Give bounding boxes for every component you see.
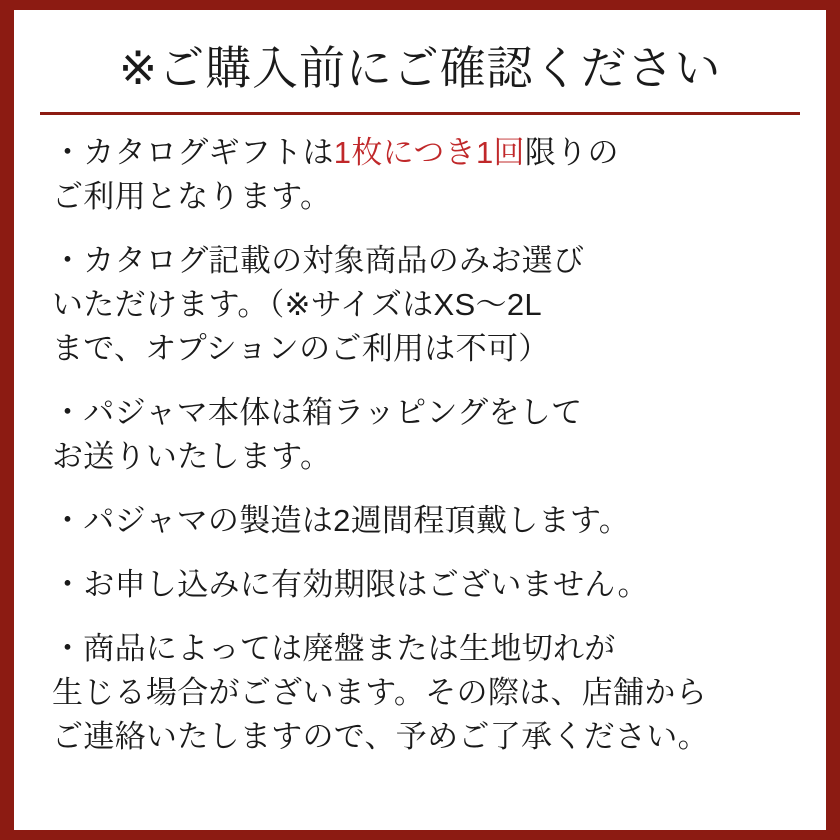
notice-line bbox=[52, 239, 788, 283]
notice-line bbox=[52, 283, 788, 327]
notice-item bbox=[52, 391, 788, 479]
notice-line bbox=[52, 563, 788, 607]
notice-item bbox=[52, 627, 788, 759]
notice-line bbox=[52, 435, 788, 479]
notice-text: ・パジャマの製造は2週間程頂戴します。 bbox=[52, 502, 631, 538]
title-divider bbox=[40, 112, 800, 115]
notice-text: ・お申し込みに有効期限はございません。 bbox=[52, 566, 649, 602]
notice-item bbox=[52, 131, 788, 219]
notice-text: ・パジャマ本体は箱ラッピングをして bbox=[52, 394, 583, 430]
notice-item bbox=[52, 499, 788, 543]
notice-text: ・カタログギフトは bbox=[52, 134, 334, 170]
notice-line bbox=[52, 715, 788, 759]
notice-line bbox=[52, 627, 788, 671]
notice-line bbox=[52, 499, 788, 543]
page-title: ※ご購入前にご確認ください bbox=[118, 42, 722, 94]
notice-line bbox=[52, 391, 788, 435]
notice-text: いただけます。（※サイズはXS〜2L bbox=[52, 286, 542, 322]
notice-item bbox=[52, 239, 788, 371]
notice-line bbox=[52, 327, 788, 371]
notice-highlight-text: 1枚につき1回 bbox=[333, 134, 525, 170]
notice-text: まで、オプションのご利用は不可） bbox=[52, 330, 550, 366]
notice-card-inner bbox=[14, 10, 826, 830]
notice-item bbox=[52, 563, 788, 607]
notice-list bbox=[40, 131, 800, 759]
notice-text: お送りいたします。 bbox=[52, 438, 332, 474]
notice-text: ・商品によっては廃盤または生地切れが bbox=[52, 630, 616, 666]
notice-text: ご連絡いたしますので、予めご了承ください。 bbox=[52, 718, 709, 754]
notice-line bbox=[52, 175, 788, 219]
notice-line bbox=[52, 131, 788, 175]
notice-text: 生じる場合がございます。その際は、店舗から bbox=[52, 674, 708, 710]
notice-text: ・カタログ記載の対象商品のみお選び bbox=[52, 242, 585, 278]
notice-text: 限りの bbox=[524, 134, 619, 170]
notice-line bbox=[52, 671, 788, 715]
notice-text: ご利用となります。 bbox=[52, 178, 332, 214]
